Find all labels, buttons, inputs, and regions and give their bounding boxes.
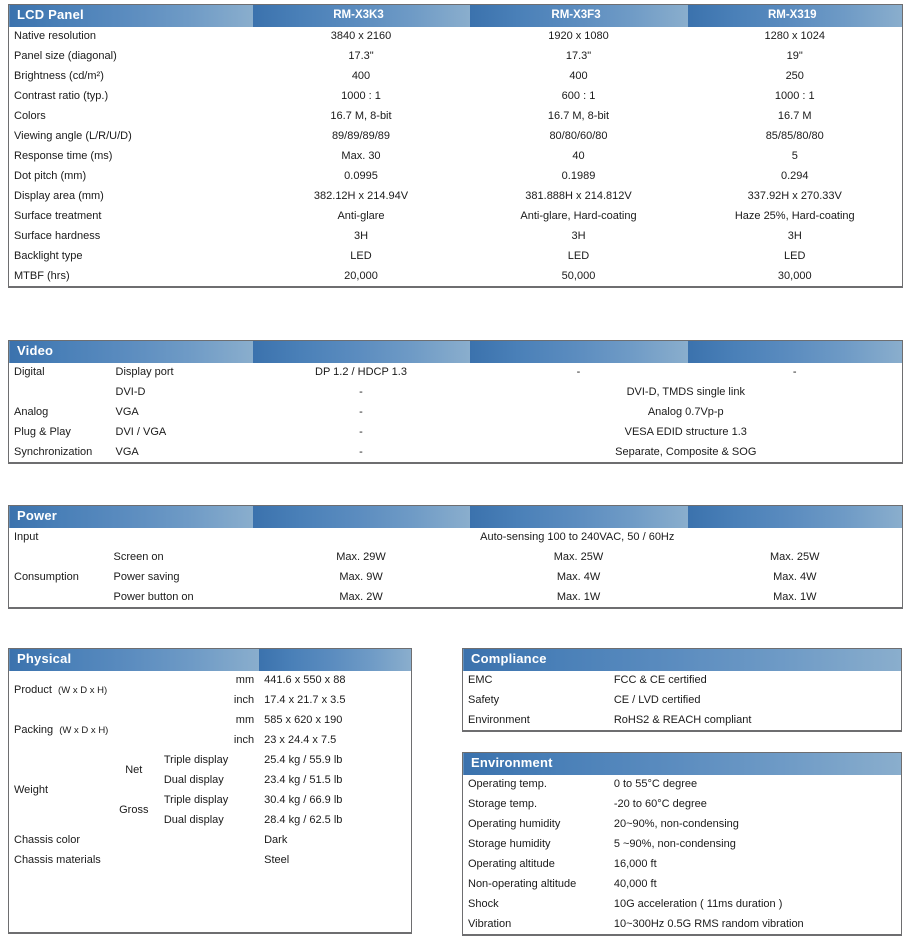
physical-gross-dual-value: 28.4 kg / 62.5 lb <box>264 814 343 827</box>
table-row <box>463 775 902 795</box>
physical-chassis-materials-value: Steel <box>264 854 290 867</box>
compliance-table <box>462 648 902 732</box>
power-cell: Max. 2W <box>339 590 383 603</box>
table-row <box>9 247 903 267</box>
table-row <box>9 207 903 227</box>
physical-net-triple-unit: Triple display <box>163 754 229 767</box>
power-cell: Max. 29W <box>336 551 386 564</box>
physical-product-inch-unit: inch <box>233 694 255 707</box>
physical-packing-label: Packing <box>14 724 54 737</box>
table-row <box>9 751 412 771</box>
video-sub-label: DVI-D <box>115 386 146 399</box>
table-row <box>463 915 902 935</box>
power-consumption-label: Consumption <box>14 570 79 583</box>
table-row <box>9 568 903 588</box>
table-row <box>9 27 903 47</box>
physical-net-label: Net <box>125 764 143 777</box>
table-row <box>9 147 903 167</box>
power-input-value: Auto-sensing 100 to 240VAC, 50 / 60Hz <box>480 531 675 544</box>
lcd-panel-row-label: Native resolution <box>14 30 96 43</box>
video-header-spacer-3 <box>688 341 903 363</box>
lcd-panel-cell: Anti-glare <box>337 210 385 223</box>
physical-filler-row <box>9 871 412 933</box>
power-header-spacer-1 <box>253 506 470 528</box>
lcd-panel-row-label: Surface hardness <box>14 230 101 243</box>
physical-title: Physical <box>9 649 260 671</box>
video-cell-merged: Separate, Composite & SOG <box>615 445 757 458</box>
lcd-panel-cell: 17.3" <box>565 50 592 63</box>
lcd-panel-cell: 16.7 M <box>777 110 812 123</box>
power-header-spacer-2 <box>470 506 688 528</box>
lcd-panel-cell: 3840 x 2160 <box>330 30 392 43</box>
physical-net-dual-value: 23.4 kg / 51.5 lb <box>264 774 343 787</box>
lcd-panel-cell: 20,000 <box>344 269 378 282</box>
power-table <box>8 505 903 609</box>
table-row <box>463 855 902 875</box>
environment-row-label: Non-operating altitude <box>468 878 577 891</box>
table-row <box>9 588 903 608</box>
power-sub-label: Power saving <box>113 571 180 584</box>
video-cell-1: - <box>359 406 363 419</box>
power-cell: Max. 4W <box>773 571 817 584</box>
video-header-spacer-1 <box>253 341 470 363</box>
lcd-panel-cell: 80/80/60/80 <box>549 130 608 143</box>
compliance-row-value: RoHS2 & REACH compliant <box>613 713 752 726</box>
physical-net-triple-value: 25.4 kg / 55.9 lb <box>264 754 343 767</box>
lcd-panel-cell: 89/89/89/89 <box>331 130 391 143</box>
video-header-spacer-2 <box>470 341 688 363</box>
lcd-panel-cell: 1000 : 1 <box>774 90 815 103</box>
lcd-panel-title: LCD Panel <box>9 5 253 27</box>
environment-row-label: Operating temp. <box>468 778 547 791</box>
environment-row-label: Operating humidity <box>468 818 561 831</box>
video-sub-label: DVI / VGA <box>115 426 167 439</box>
lcd-panel-cell: 1920 x 1080 <box>548 30 609 43</box>
physical-packing-inch-unit: inch <box>233 734 255 747</box>
physical-chassis-color-value: Dark <box>264 834 288 847</box>
table-row <box>463 691 902 711</box>
video-cell-1: DP 1.2 / HDCP 1.3 <box>315 366 407 379</box>
power-cell: Max. 1W <box>556 590 601 603</box>
power-sub-label: Screen on <box>113 551 164 564</box>
compliance-row-value: FCC & CE certified <box>613 674 707 687</box>
lcd-panel-cell: Haze 25%, Hard-coating <box>734 210 855 223</box>
physical-product-label: Product <box>14 684 52 697</box>
lcd-panel-cell: 5 <box>791 150 798 163</box>
physical-packing-dims: (W x D x H) <box>59 725 109 737</box>
lcd-panel-row-label: Colors <box>14 110 46 123</box>
video-cell-1: - <box>359 426 363 439</box>
lcd-panel-row-label: Brightness (cd/m²) <box>14 70 104 83</box>
power-sub-label: Power button on <box>113 590 194 603</box>
compliance-header-row <box>463 649 902 671</box>
lcd-panel-cell: 17.3" <box>348 50 374 63</box>
environment-row-label: Operating altitude <box>468 858 555 871</box>
physical-filler-left <box>9 871 260 933</box>
compliance-table-block <box>462 648 902 732</box>
environment-row-label: Vibration <box>468 917 512 930</box>
lcd-panel-cell: 250 <box>785 70 804 83</box>
physical-table-block <box>8 648 412 934</box>
environment-row-label: Storage humidity <box>468 838 551 851</box>
video-group-label: Synchronization <box>14 445 93 458</box>
power-input-label: Input <box>14 531 39 544</box>
table-row <box>9 47 903 67</box>
environment-title: Environment <box>463 753 902 775</box>
lcd-panel-table <box>8 4 903 288</box>
table-row <box>9 851 412 871</box>
lcd-panel-cell: 1280 x 1024 <box>764 30 826 43</box>
table-row <box>9 423 903 443</box>
lcd-panel-model-header-3: RM-X319 <box>688 5 903 27</box>
table-row <box>9 127 903 147</box>
lcd-panel-cell: 600 : 1 <box>561 90 596 103</box>
lcd-panel-model-header-1: RM-X3K3 <box>253 5 470 27</box>
compliance-row-label: EMC <box>468 674 493 687</box>
physical-gross-triple-value: 30.4 kg / 66.9 lb <box>264 794 343 807</box>
lcd-panel-cell: 0.1989 <box>561 170 596 183</box>
lcd-panel-cell: Anti-glare, Hard-coating <box>520 210 637 223</box>
lcd-panel-row-label: Response time (ms) <box>14 150 113 163</box>
table-row <box>9 443 903 463</box>
environment-row-label: Storage temp. <box>468 798 538 811</box>
table-row <box>9 107 903 127</box>
table-row <box>463 795 902 815</box>
video-group-label: Digital <box>14 366 45 379</box>
table-row <box>9 87 903 107</box>
power-cell: Max. 25W <box>770 551 820 564</box>
video-cell-merged: Analog 0.7Vp-p <box>647 406 724 419</box>
table-row <box>9 67 903 87</box>
table-row <box>463 895 902 915</box>
table-row <box>9 403 903 423</box>
compliance-row-value: CE / LVD certified <box>613 694 701 707</box>
video-sub-label: Display port <box>115 366 174 379</box>
physical-packing-inch-value: 23 x 24.4 x 7.5 <box>264 734 337 747</box>
environment-row-value: 40,000 ft <box>613 878 657 891</box>
lcd-panel-cell: 400 <box>569 70 588 83</box>
power-cell: Max. 1W <box>773 590 817 603</box>
video-cell-1: - <box>359 386 363 399</box>
environment-row-value: -20 to 60°C degree <box>613 798 707 811</box>
physical-chassis-materials-label: Chassis materials <box>14 854 101 867</box>
physical-product-dims: (W x D x H) <box>58 685 108 697</box>
environment-row-value: 5 ~90%, non-condensing <box>613 838 736 851</box>
table-row <box>9 187 903 207</box>
environment-table <box>462 752 902 936</box>
physical-product-mm-value: 441.6 x 550 x 88 <box>264 674 346 687</box>
video-cell-merged: VESA EDID structure 1.3 <box>624 426 747 439</box>
lcd-panel-cell: 337.92H x 270.33V <box>747 190 842 203</box>
physical-header-row <box>9 649 412 671</box>
video-sub-label: VGA <box>115 406 139 419</box>
lcd-panel-cell: 3H <box>353 230 369 243</box>
lcd-panel-cell: LED <box>350 250 372 263</box>
lcd-panel-row-label: Viewing angle (L/R/U/D) <box>14 130 132 143</box>
table-row <box>463 815 902 835</box>
power-cell: Max. 25W <box>553 551 604 564</box>
power-table-block <box>8 505 902 609</box>
lcd-panel-row-label: Backlight type <box>14 250 83 263</box>
lcd-panel-row-label: Panel size (diagonal) <box>14 50 117 63</box>
physical-weight-label: Weight <box>14 784 49 797</box>
video-group-label: Plug & Play <box>14 426 71 439</box>
video-cell-3: - <box>792 366 797 379</box>
table-row <box>9 383 903 403</box>
physical-gross-triple-unit: Triple display <box>163 794 229 807</box>
physical-gross-dual-unit: Dual display <box>163 814 224 827</box>
lcd-panel-cell: 1000 : 1 <box>341 90 381 103</box>
lcd-panel-cell: 50,000 <box>561 269 596 282</box>
power-header-spacer-3 <box>688 506 903 528</box>
lcd-panel-cell: 40 <box>572 150 585 163</box>
table-row <box>9 167 903 187</box>
lcd-panel-cell: 85/85/80/80 <box>765 130 824 143</box>
lcd-panel-model-header-2: RM-X3F3 <box>470 5 688 27</box>
video-title: Video <box>9 341 253 363</box>
table-row <box>9 711 412 731</box>
table-row <box>463 875 902 895</box>
lcd-panel-header-row <box>9 5 903 27</box>
video-table-block <box>8 340 902 464</box>
physical-filler-right <box>259 871 411 933</box>
environment-row-value: 10~300Hz 0.5G RMS random vibration <box>613 917 804 930</box>
table-row <box>9 831 412 851</box>
physical-packing-cell <box>9 711 159 751</box>
physical-product-mm-unit: mm <box>235 674 255 687</box>
table-row <box>463 711 902 731</box>
physical-packing-mm-unit: mm <box>235 714 255 727</box>
lcd-panel-row-label: Display area (mm) <box>14 190 104 203</box>
table-row <box>9 363 903 383</box>
power-cell: Max. 9W <box>339 571 383 584</box>
power-cell: Max. 4W <box>556 571 601 584</box>
lcd-panel-cell: 30,000 <box>777 269 812 282</box>
table-row <box>463 835 902 855</box>
physical-net-dual-unit: Dual display <box>163 774 224 787</box>
lcd-panel-cell: 3H <box>787 230 802 243</box>
lcd-panel-row-label: Surface treatment <box>14 210 102 223</box>
compliance-row-label: Environment <box>468 713 530 726</box>
lcd-panel-cell: LED <box>567 250 590 263</box>
table-row <box>463 671 902 691</box>
lcd-panel-table-block <box>8 4 902 288</box>
video-group-label <box>9 383 111 403</box>
compliance-title: Compliance <box>463 649 902 671</box>
power-header-row <box>9 506 903 528</box>
environment-table-block <box>462 752 902 936</box>
lcd-panel-row-label: Contrast ratio (typ.) <box>14 90 109 103</box>
environment-row-label: Shock <box>468 898 499 911</box>
video-cell-merged: DVI-D, TMDS single link <box>626 386 745 399</box>
lcd-panel-cell: 19" <box>786 50 803 63</box>
table-row <box>9 227 903 247</box>
environment-row-value: 0 to 55°C degree <box>613 778 698 791</box>
video-group-label: Analog <box>14 406 49 419</box>
environment-row-value: 20~90%, non-condensing <box>613 818 739 831</box>
video-cell-1: - <box>359 445 363 458</box>
lcd-panel-cell: 16.7 M, 8-bit <box>547 110 610 123</box>
environment-header-row <box>463 753 902 775</box>
table-row <box>9 671 412 691</box>
lcd-panel-cell: 381.888H x 214.812V <box>525 190 632 203</box>
lcd-panel-cell: 0.0995 <box>344 170 378 183</box>
video-header-row <box>9 341 903 363</box>
lcd-panel-cell: 400 <box>351 70 371 83</box>
video-sub-label: VGA <box>115 445 139 458</box>
physical-product-cell <box>9 671 159 711</box>
table-row <box>9 548 903 568</box>
physical-chassis-color-label: Chassis color <box>14 834 81 847</box>
environment-row-value: 16,000 ft <box>613 858 657 871</box>
physical-header-spacer <box>259 649 411 671</box>
physical-table <box>8 648 412 934</box>
lcd-panel-row-label: MTBF (hrs) <box>14 269 70 282</box>
lcd-panel-cell: Max. 30 <box>341 150 381 163</box>
power-title: Power <box>9 506 253 528</box>
lcd-panel-cell: LED <box>784 250 806 263</box>
power-input-row <box>9 528 903 548</box>
table-row <box>9 267 903 287</box>
lcd-panel-cell: 16.7 M, 8-bit <box>330 110 392 123</box>
lcd-panel-cell: 3H <box>571 230 586 243</box>
environment-row-value: 10G acceleration ( 11ms duration ) <box>613 898 783 911</box>
lcd-panel-cell: 0.294 <box>780 170 809 183</box>
physical-packing-mm-value: 585 x 620 x 190 <box>264 714 343 727</box>
lcd-panel-cell: 382.12H x 214.94V <box>313 190 409 203</box>
physical-product-inch-value: 17.4 x 21.7 x 3.5 <box>264 694 346 707</box>
physical-gross-label: Gross <box>119 804 149 817</box>
compliance-row-label: Safety <box>468 694 500 707</box>
video-table <box>8 340 903 464</box>
video-cell-2: - <box>576 366 581 379</box>
lcd-panel-row-label: Dot pitch (mm) <box>14 170 87 183</box>
